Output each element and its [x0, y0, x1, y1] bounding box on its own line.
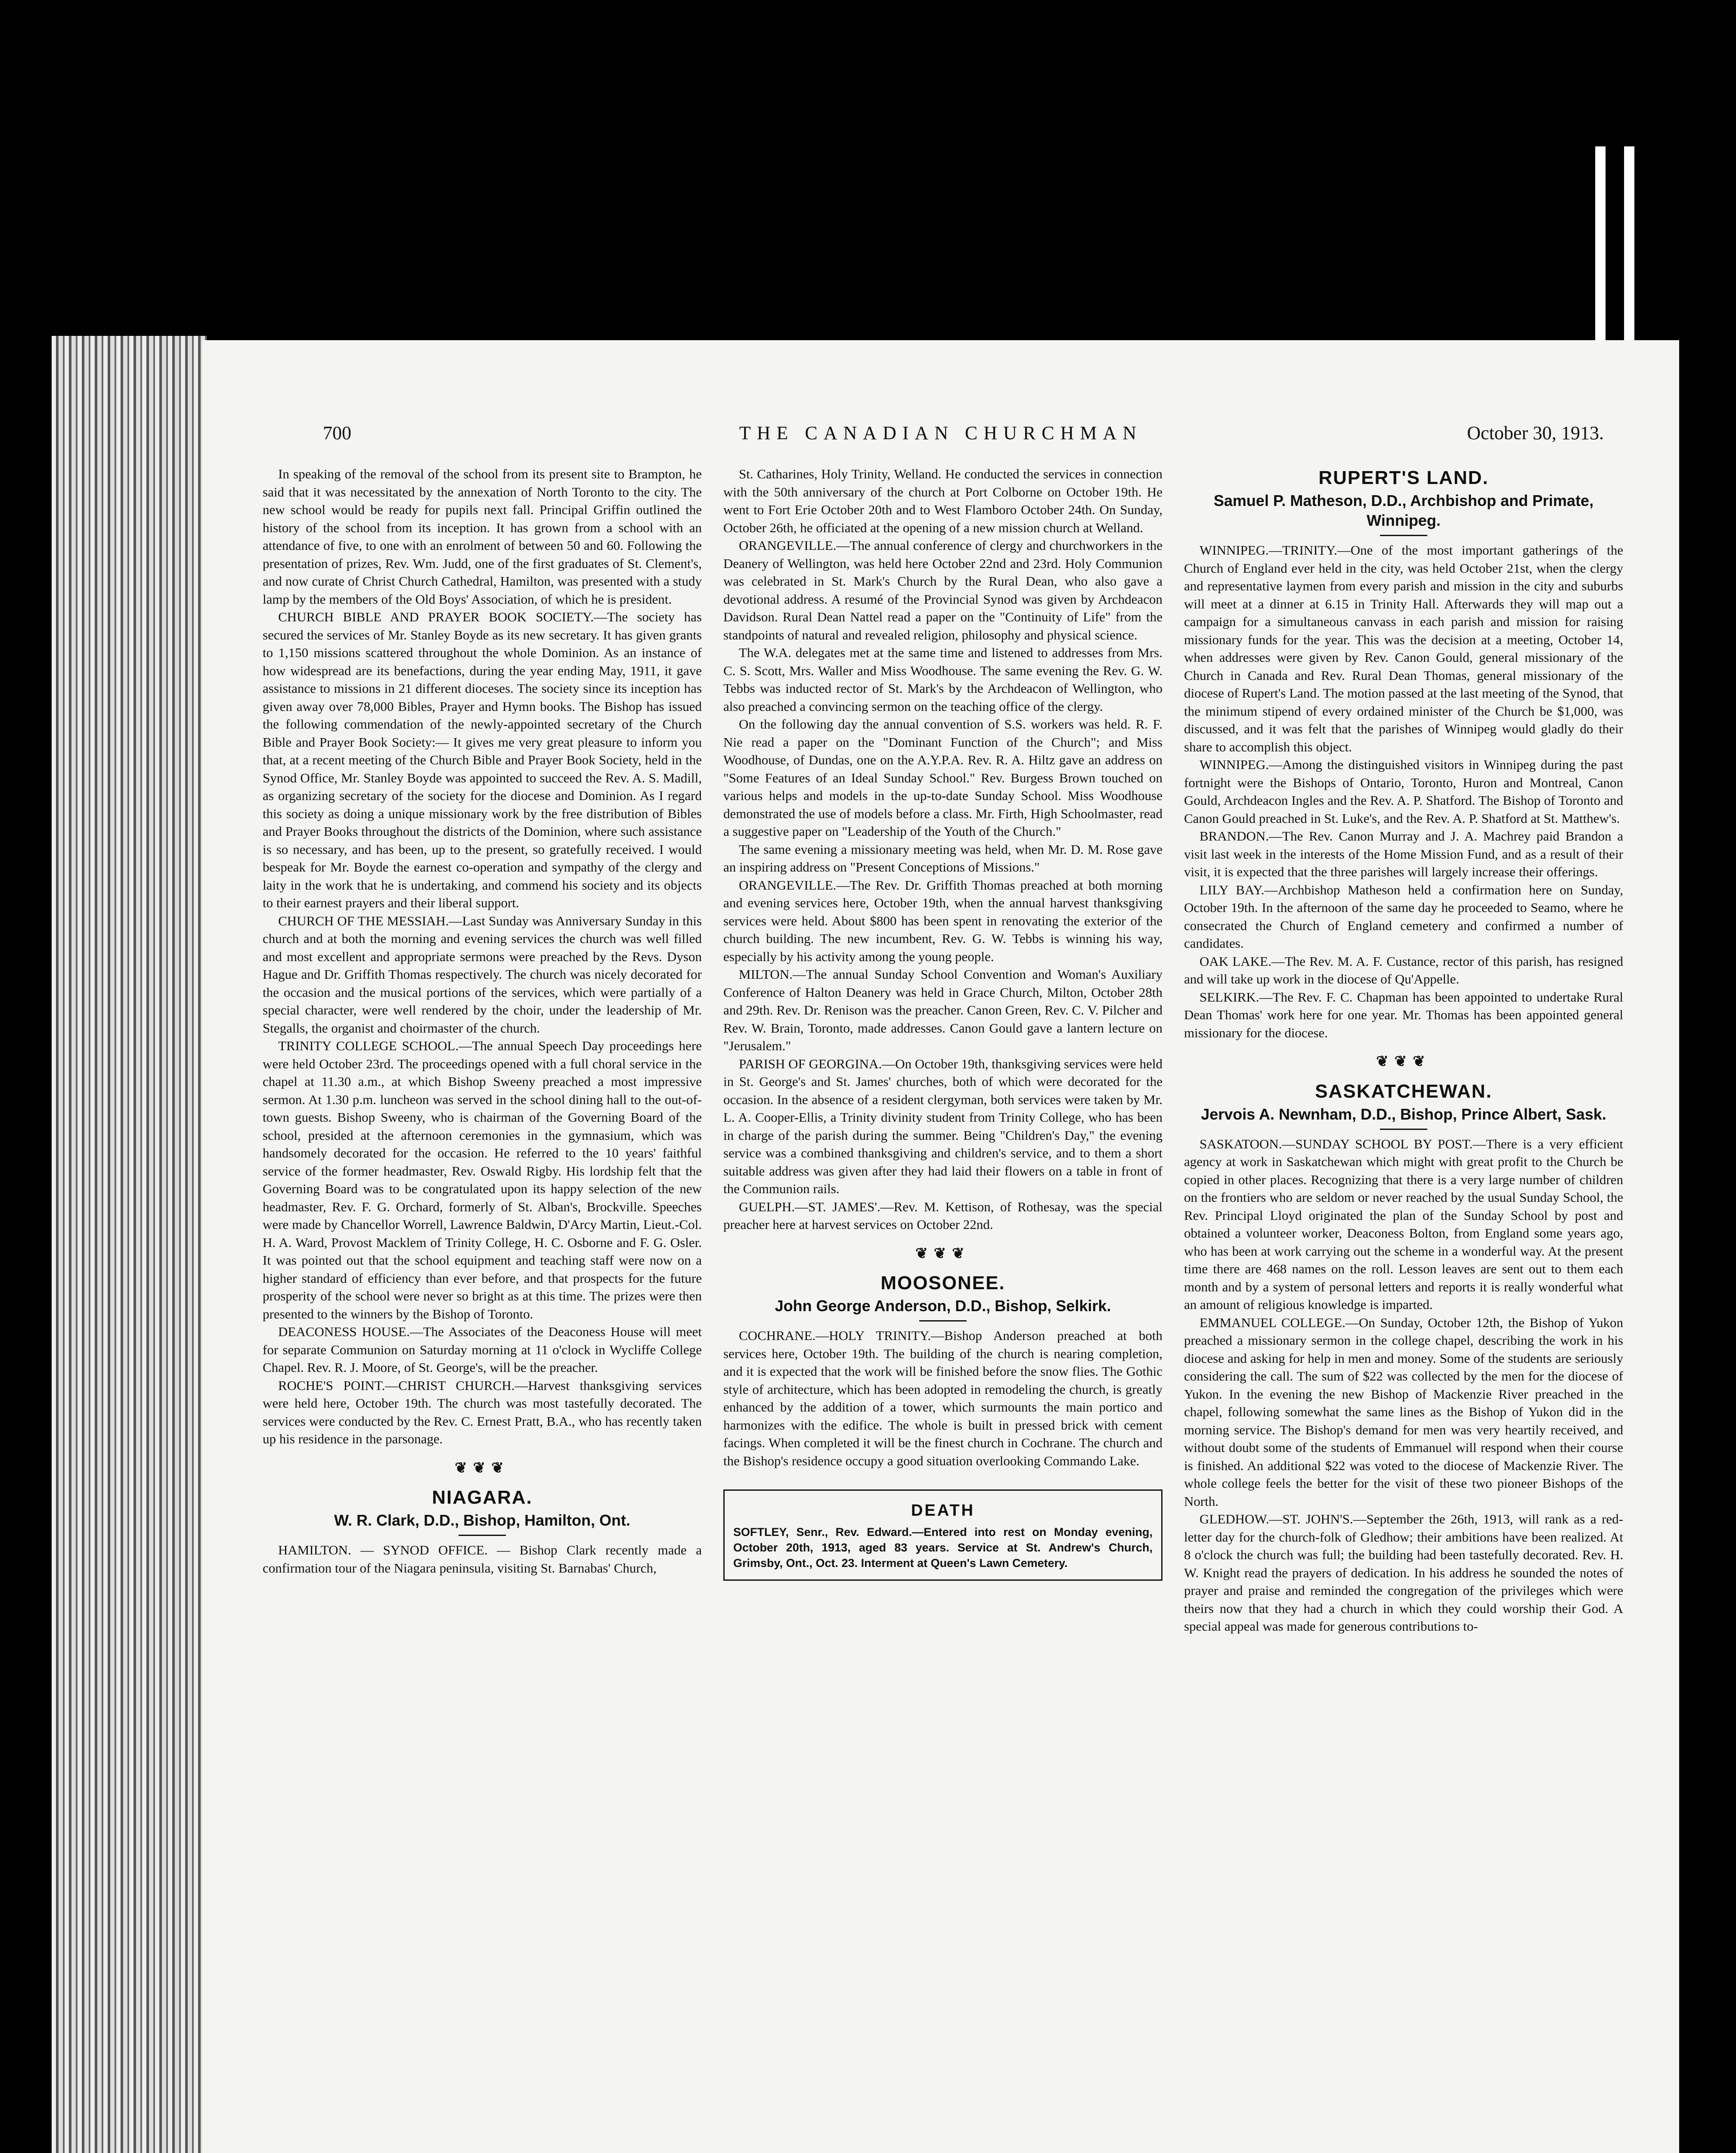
article-paragraph: EMMANUEL COLLEGE.—On Sunday, October 12th, the Bishop of Yukon preached a missionary sermon in the college chapel, describing the work in his diocese and asking for help in men and money. Some of the students are seriously considering the call. The sum of $22 was collected by the men for the diocese of Yukon. In the evening the new Bishop of Mackenzie River preached in the chapel, following somewhat the same lines as the Bishop of Yukon did in the morning service. The Bishop's demand for men was very heartily received, and without doubt some of the students of Emmanuel will respond when their course is finished. An additional $22 was voted to the diocese of Mackenzie River. The whole college feels the better for the visit of these two pioneer Bishops of the North.	[1184, 1315, 1623, 1509]
article-paragraph: In speaking of the removal of the school from its present site to Brampton, he said that it was necessitated by the annexation of North Toronto to the city. The new school would be ready for pupils next fall. Principal Griffin outlined the history of the school from its inception. It has grown from a school with an attendance of five, to one with an enrolment of between 50 and 60. Following the presentation of prizes, Rev. Wm. Judd, one of the first graduates of St. Clement's, and now curate of Christ Church Cathedral, Hamilton, was presented with a study lamp by the members of the Old Boys' Association, of which he is president.	[263, 466, 702, 607]
section-bishop-line: Jervois A. Newnham, D.D., Bishop, Prince Albert, Sask.	[1201, 1105, 1606, 1123]
article-paragraph: On the following day the annual convention of S.S. workers was held. R. F. Nie read a paper on the "Dominant Function of the Church"; and Miss Woodhouse, of Dundas, one on the A.Y.P.A. Rev. R. A. Hiltz gave an address on "Some Features of an Ideal Sunday School." Rev. Burgess Brown touched on various helps and models in the up-to-date Sunday School. Miss Woodhouse demonstrated the use of models before a class. Mr. Firth, High Schoolmaster, read a suggestive paper on "Leadership of the Youth of the Church."	[723, 717, 1162, 839]
column-1	[263, 465, 702, 1577]
section-ornament: ❦❦❦	[1376, 1054, 1431, 1070]
article-paragraph: BRANDON.—The Rev. Canon Murray and J. A. Machrey paid Brandon a visit last week in the interests of the Home Mission Fund, and as a result of their visit, it is expected that the three parishes will largely increase their offerings.	[1184, 828, 1623, 879]
article-paragraph: GUELPH.—ST. JAMES'.—Rev. M. Kettison, of Rothesay, was the special preacher here at harvest services on October 22nd.	[723, 1199, 1162, 1232]
article-paragraph: DEACONESS HOUSE.—The Associates of the Deaconess House will meet for separate Communion on Saturday morning at 11 o'clock in Wycliffe College Chapel. Rev. R. J. Moore, of St. George's, will be the preacher.	[263, 1324, 702, 1375]
article-paragraph: ROCHE'S POINT.—CHRIST CHURCH.—Harvest thanksgiving services were held here, October 19th. The church was most tastefully decorated. The services were conducted by the Rev. C. Ernest Pratt, B.A., who has recently taken up his residence in the parsonage.	[263, 1377, 702, 1446]
article-paragraph: LILY BAY.—Archbishop Matheson held a confirmation here on Sunday, October 19th. In the afternoon of the same day he proceeded to Seamo, where he consecrated the Church of England cemetery and confirmed a number of candidates.	[1184, 882, 1623, 951]
column-2	[723, 465, 1162, 1581]
page-header	[202, 422, 1679, 452]
section-bishop-line: John George Anderson, D.D., Bishop, Selkirk.	[775, 1297, 1111, 1315]
issue-date: October 30, 1913.	[1467, 422, 1604, 444]
article-paragraph: WINNIPEG.—Among the distinguished visitors in Winnipeg during the past fortnight were the Bishops of Ontario, Toronto, Huron and Montreal, Canon Gould, Archdeacon Ingles and the Rev. A. P. Shatford. The Bishop of Toronto and Canon Gould preached in St. Luke's, and the Rev. A. P. Shatford at St. Matthew's.	[1184, 757, 1623, 826]
section-heading-ruperts-land: RUPERT'S LAND.	[1318, 467, 1489, 488]
article-paragraph: CHURCH BIBLE AND PRAYER BOOK SOCIETY.—The society has secured the services of Mr. Stanley Boyde as its new secretary. It has given grants to 1,150 missions scattered throughout the whole Dominion. As an instance of how widespread are its benefactions, during the year ending May, 1911, it gave assistance to missions in 21 different dioceses. The society since its inception has given away over 78,000 Bibles, Prayer and Hymn books. The Bishop has issued the following commendation of the newly-appointed secretary of the Church Bible and Prayer Book Society:— It gives me very great pleasure to inform you that, at a recent meeting of the Church Bible and Prayer Book Society, held in the Synod Office, Mr. Stanley Boyde was appointed to succeed the Rev. A. S. Madill, as organizing secretary of the society for the diocese and Dominion. As I regard this society as doing a unique missionary work by the free distribution of Bibles and Prayer Books throughout the districts of the Dominion, where such assistance is so necessary, and has been, up to the present, so gratefully received. I would bespeak for Mr. Boyde the earnest co-operation and sympathy of the clergy and laity in the work that he is undertaking, and commend his society and its objects to their earnest prayers and their liberal support.	[263, 609, 702, 910]
article-paragraph: SASKATOON.—SUNDAY SCHOOL BY POST.—There is a very efficient agency at work in Saskatchewan which might with great profit to the Church be copied in other places. Recognizing that there is a very large number of children on the frontiers who are seldom or never reached by the usual Sunday School, the Rev. Principal Lloyd originated the plan of the Sunday School by post and obtained a volunteer worker, Deaconess Bolton, from England some years ago, who has been at work carrying out the scheme in a wonderful way. At the present time there are 468 names on the roll. Lesson leaves are sent out to them each month and by a system of personal letters and reports it is really wonderful what an amount of religious knowledge is imparted.	[1184, 1136, 1623, 1312]
divider	[459, 1535, 506, 1536]
article-paragraph: PARISH OF GEORGINA.—On October 19th, thanksgiving services were held in St. George's and St. James' churches, both of which were decorated for the occasion. In the absence of a resident clergyman, both services were taken by Mr. L. A. Cooper-Ellis, a Trinity divinity student from Trinity College, who has been in charge of the parish during the summer. Being "Children's Day," the evening service was a combined thanksgiving and children's service, and to them a short suitable address was given after they had laid their flowers on a table in front of the Communion rails.	[723, 1056, 1162, 1196]
book-page-edges	[52, 336, 207, 2153]
section-ornament: ❦❦❦	[455, 1460, 510, 1476]
article-paragraph: St. Catharines, Holy Trinity, Welland. He conducted the services in connection with the 50th anniversary of the church at Port Colborne on October 19th. He went to Fort Erie October 20th and to West Flamboro October 24th. On Sunday, October 26th, he officiated at the opening of a new mission church at Welland.	[723, 466, 1162, 535]
article-paragraph: WINNIPEG.—TRINITY.—One of the most important gatherings of the Church of England ever held in the city, was held October 21st, when the clergy and representative laymen from every parish and mission in the city and suburbs will meet at a dinner at 6.15 in Trinity Hall. Afterwards they will map out a campaign for a simultaneous canvass in each parish and mission for raising missionary funds for the year. This was the decision at a meeting, October 14, when addresses were given by Rev. Canon Gould, general missionary of the Church in Canada and Rev. Rural Dean Thomas, general missionary of the diocese of Rupert's Land. The motion passed at the last meeting of the Synod, that the minimum stipend of every ordained minister of the Church be $1,000, was discussed, and it was felt that the parishes of Winnipeg would gladly do their share to accomplish this object.	[1184, 543, 1623, 754]
section-heading-saskatchewan: SASKATCHEWAN.	[1315, 1080, 1492, 1102]
article-paragraph: CHURCH OF THE MESSIAH.—Last Sunday was Anniversary Sunday in this church and at both the morning and evening services the church was well filled and most excellent and appropriate sermons were preached by the Revs. Dyson Hague and Dr. Griffith Thomas respectively. The church was nicely decorated for the occasion and the musical portions of the services, which were partially of a special character, were well rendered by the choir, under the leadership of Mr. Stegalls, the organist and choirmaster of the church.	[263, 913, 702, 1036]
section-heading-niagara: NIAGARA.	[432, 1487, 533, 1508]
publication-title: THE CANADIAN CHURCHMAN	[739, 422, 1143, 444]
article-paragraph: SELKIRK.—The Rev. F. C. Chapman has been appointed to undertake Rural Dean Thomas' work here for one year. Mr. Thomas has been appointed general missionary for the diocese.	[1184, 989, 1623, 1040]
divider	[1380, 535, 1427, 536]
article-paragraph: ORANGEVILLE.—The annual conference of clergy and churchworkers in the Deanery of Wellington, was held here October 22nd and 23rd. Holy Communion was celebrated in St. Mark's Church by the Rural Dean, who also gave a devotional address. A resumé of the Provincial Synod was given by Archdeacon Davidson. Rural Dean Nattel read a paper on the "Continuity of Life" from the standpoints of natural and revealed religion, philosophy and physical science.	[723, 538, 1162, 642]
article-paragraph: GLEDHOW.—ST. JOHN'S.—September the 26th, 1913, will rank as a red-letter day for the church-folk of Gledhow; their ambitions have been realized. At 8 o'clock the church was full; the building had been tastefully decorated. Rev. H. W. Knight read the prayers of dedication. In his address he sounded the notes of prayer and praise and reminded the congregation of the privileges which were theirs now that they had a church in which they could worship their God. A special appeal was made for generous contributions to-	[1184, 1511, 1623, 1634]
divider	[1380, 1129, 1427, 1130]
newspaper-page	[202, 340, 1679, 2153]
article-paragraph: ORANGEVILLE.—The Rev. Dr. Griffith Thomas preached at both morning and evening services here, October 19th, when the annual harvest thanksgiving services were held. About $800 has been spent in renovating the exterior of the church building. The new incumbent, Rev. G. W. Tebbs is winning his way, especially by his activity among the young people.	[723, 877, 1162, 964]
column-3	[1184, 465, 1623, 1635]
section-heading-moosonee: MOOSONEE.	[880, 1272, 1005, 1294]
divider	[919, 1320, 967, 1322]
article-paragraph: TRINITY COLLEGE SCHOOL.—The annual Speech Day proceedings here were held October 23rd. The proceedings opened with a full choral service in the chapel at 11.30 a.m., at which Bishop Sweeny preached a most impressive sermon. At 1.30 p.m. luncheon was served in the school dining hall to the out-of-town guests. Bishop Sweeny, who is chairman of the Governing Board of the school, presided at the afternoon ceremonies in the gymnasium, which was handsomely decorated for the occasion. He referred to the 10 years' faithful service of the former headmaster, Rev. Oswald Rigby. His lordship felt that the Governing Board was to be congratulated upon its happy selection of the new headmaster, Rev. F. G. Orchard, formerly of St. Alban's, Brockville. Speeches were made by Chancellor Worrell, Lawrence Baldwin, D'Arcy Martin, Lieut.-Col. H. A. Ward, Provost Macklem of Trinity College, H. C. Osborne and F. G. Osler. It was pointed out that the school equipment and teaching staff were now on a higher standard of efficiency than ever before, and that prospects for the future prosperity of the school were never so bright as at this time. The prizes were then presented to the winners by the Bishop of Toronto.	[263, 1038, 702, 1322]
section-bishop-line: W. R. Clark, D.D., Bishop, Hamilton, Ont.	[334, 1511, 631, 1529]
article-paragraph: COCHRANE.—HOLY TRINITY.—Bishop Anderson preached at both services here, October 19th. The building of the church is nearing completion, and it is expected that the work will be finished before the snow flies. The Gothic style of architecture, which has been adopted in remodeling the church, is greatly enhanced by the addition of a tower, which surmounts the main portico and harmonizes with the edifice. The whole is built in pressed brick with cement facings. When completed it will be the finest church in Cochrane. The church and the Bishop's residence occupy a good situation overlooking Commando Lake.	[723, 1328, 1162, 1468]
death-notice-box	[723, 1489, 1162, 1581]
article-paragraph: HAMILTON. — SYNOD OFFICE. — Bishop Clark recently made a confirmation tour of the Niagara peninsula, visiting St. Barnabas' Church,	[263, 1542, 702, 1576]
article-paragraph: OAK LAKE.—The Rev. M. A. F. Custance, rector of this parish, has resigned and will take up work in the diocese of Qu'Appelle.	[1184, 953, 1623, 987]
death-notice-title: DEATH	[911, 1502, 975, 1520]
death-notice-text: SOFTLEY, Senr., Rev. Edward.—Entered into rest on Monday evening, October 20th, 1913, aged 83 years. Service at St. Andrew's Church, Grimsby, Ont., Oct. 23. Interment at Queen's Lawn Cemetery.	[733, 1525, 1153, 1570]
article-paragraph: MILTON.—The annual Sunday School Convention and Woman's Auxiliary Conference of Halton Deanery was held in Grace Church, Milton, October 28th and 29th. Rev. Dr. Renison was the preacher. Canon Green, Rev. C. V. Pilcher and Rev. W. Brain, Toronto, made addresses. Canon Gould gave a lantern lecture on "Jerusalem."	[723, 967, 1162, 1053]
page-number: 700	[323, 422, 351, 444]
section-bishop-line: Samuel P. Matheson, D.D., Archbishop and Primate, Winnipeg.	[1213, 492, 1594, 529]
article-paragraph: The W.A. delegates met at the same time and listened to addresses from Mrs. C. S. Scott, Mrs. Waller and Miss Woodhouse. The same evening the Rev. G. W. Tebbs was inducted rector of St. Mark's by the Archdeacon of Wellington, who also preached a convincing sermon on the teaching office of the clergy.	[723, 645, 1162, 714]
article-paragraph: The same evening a missionary meeting was held, when Mr. D. M. Rose gave an inspiring address on "Present Conceptions of Missions."	[723, 841, 1162, 875]
section-ornament: ❦❦❦	[915, 1245, 970, 1262]
